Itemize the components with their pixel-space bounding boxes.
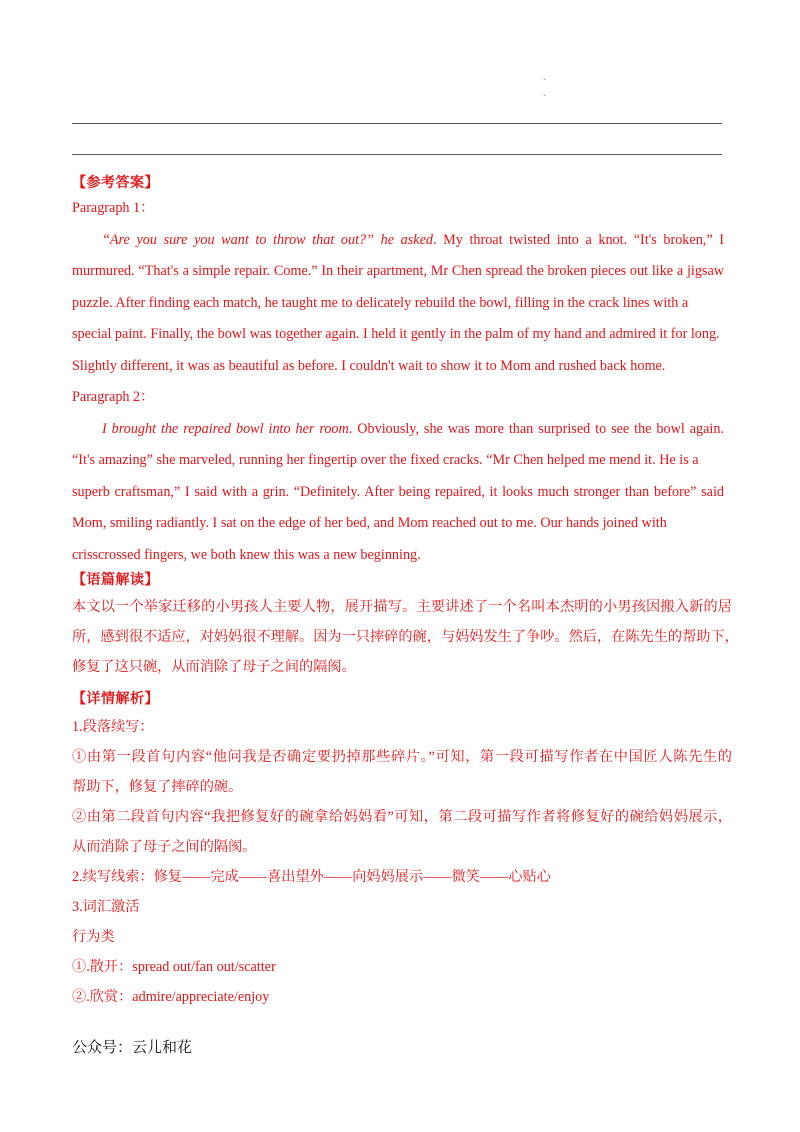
paragraph-2-line: crisscrossed fingers, we both knew this was a new beginning. [72,546,421,563]
paragraph-2-lead-end: . [348,420,353,437]
paragraph-1-text: My throat twisted into a knot. “It's broken,” I [436,231,724,248]
paragraph-1-line: Slightly different, it was as beautiful as before. I couldn't wait to show it to Mom and rushed back home. [72,357,666,374]
analysis-line: ①.散开：spread out/fan out/scatter [72,959,276,975]
paragraph-2-text: Obviously, she was more than surprised to see the bowl again. [352,420,724,437]
reading-line: 所，感到很不适应，对妈妈很不理解。因为一只摔碎的碗，与妈妈发生了争吵。然后，在陈先生的帮助下， [72,629,739,645]
analysis-heading: 【详情解析】 [72,692,159,707]
answer-essay [72,193,724,571]
reading-line: 修复了这只碗，从而消除了母子之间的隔阂。 [72,659,356,675]
analysis-line: 行为类 [72,929,115,945]
paragraph-1-lead-end: . [432,231,437,248]
reading-body [72,592,739,682]
analysis-line: 帮助下，修复了摔碎的碗。 [72,779,243,795]
paragraph-2-label: Paragraph 2： [72,389,155,405]
analysis-line: 从而消除了母子之间的隔阂。 [72,839,257,855]
paragraph-2-line: Mom, smiling radiantly. I sat on the edge of her bed, and Mom reached out to me. Our hands joined with [72,515,667,531]
paragraph-2-lead: I brought the repaired bowl into her room [102,420,349,437]
paragraph-1-line: special paint. Finally, the bowl was together again. I held it gently in the palm of my hand and admired it for long. [72,326,720,342]
paragraph-2-line: superb craftsman,” I said with a grin. “Definitely. After being repaired, it looks much stronger than before” said [72,483,724,500]
paragraph-1-lead: “Are you sure you want to throw that out?” he asked [102,231,433,248]
reading-line: 本文以一个举家迁移的小男孩人主要人物，展开描写。主要讲述了一个名叫本杰明的小男孩因搬入新的居 [72,599,732,615]
paragraph-2-line [72,414,724,446]
paragraph-1-line [72,225,724,257]
paragraph-1-line: puzzle. After finding each match, he taught me to delicately rebuild the bowl, filling in the crack lines with a [72,294,689,311]
paragraph-2-line: “It's amazing” she marveled, running her fingertip over the fixed cracks. “Mr Chen helped me mend it. He is a [72,452,699,468]
analysis-line: ②由第二段首句内容“我把修复好的碗拿给妈妈看”可知，第二段可描写作者将修复好的碗给妈妈展示， [72,809,732,825]
writing-line-2 [72,154,722,155]
analysis-line: ①由第一段首句内容“他问我是否确定要扔掉那些碎片。”可知，第一段可描写作者在中国匠人陈先生的 [72,749,732,765]
paragraph-1-label: Paragraph 1： [72,200,155,216]
header-mark-1: . [543,72,546,83]
footer-account: 公众号：云儿和花 [72,1038,193,1056]
answer-heading: 【参考答案】 [72,176,159,191]
analysis-line: 1.段落续写： [72,719,154,735]
analysis-line: 3.词汇激活 [72,899,140,915]
header-mark-2: . [543,88,546,99]
reading-heading: 【语篇解读】 [72,573,159,588]
writing-line-1 [72,123,722,124]
analysis-line: 2.续写线索：修复——完成——喜出望外——向妈妈展示——微笑——心贴心 [72,869,551,885]
analysis-body [72,712,732,1012]
analysis-line: ②.欣赏：admire/appreciate/enjoy [72,989,270,1005]
paragraph-1-line: murmured. “That's a simple repair. Come.” In their apartment, Mr Chen spread the broken pieces out like a jigsaw [72,263,724,279]
